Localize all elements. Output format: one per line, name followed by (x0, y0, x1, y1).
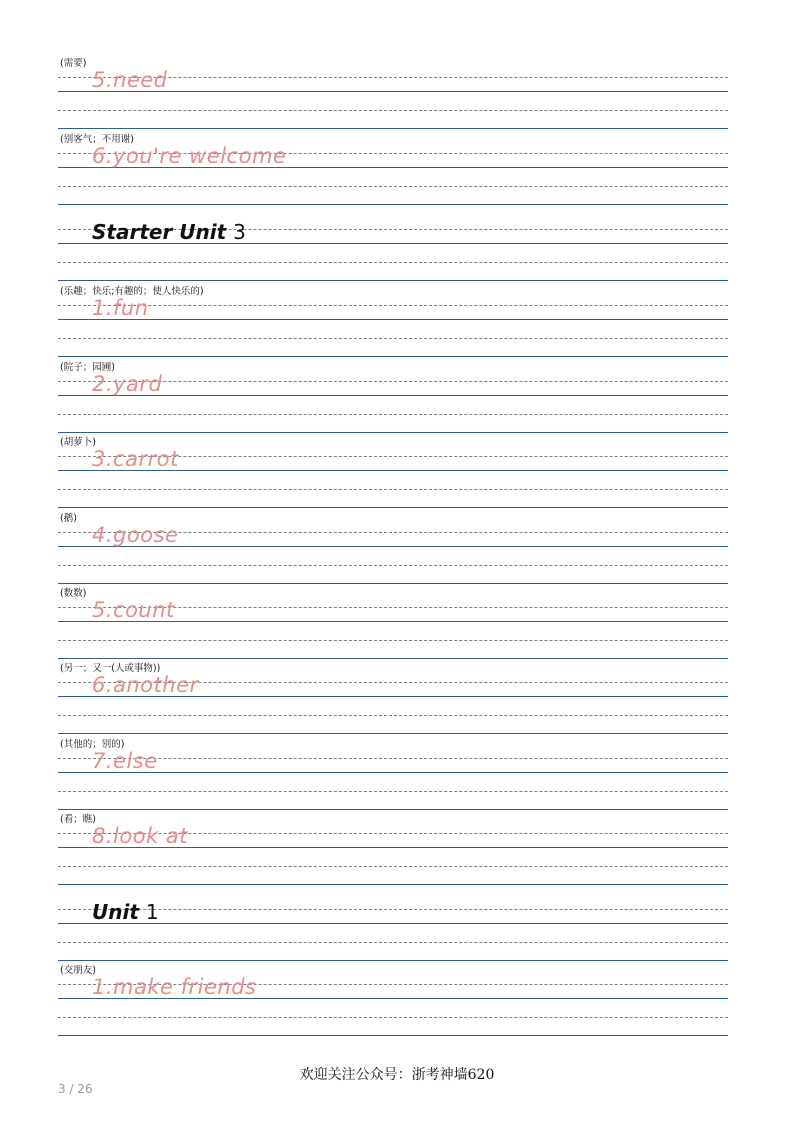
guide-solid-line (58, 809, 728, 810)
chinese-gloss: (胡萝卜) (60, 437, 96, 448)
vocab-entry (58, 965, 728, 1041)
unit-heading-text: Unit (92, 900, 146, 924)
trace-word: 4.goose (92, 523, 179, 547)
vocab-entry (58, 513, 728, 589)
guide-solid-line (58, 884, 728, 885)
unit-heading-block (58, 210, 728, 286)
vocab-entry (58, 663, 728, 739)
guide-solid-line (58, 507, 728, 508)
chinese-gloss: (别客气；不用谢) (60, 134, 134, 145)
trace-word: 8.look at (92, 824, 189, 848)
guide-solid-line (58, 319, 728, 320)
chinese-gloss: (数数) (60, 588, 87, 599)
unit-heading-text: Starter Unit (92, 220, 234, 244)
guide-dashed-line (58, 715, 728, 716)
guide-solid-line (58, 960, 728, 961)
guide-dashed-line (58, 942, 728, 943)
guide-dashed-line (58, 640, 728, 641)
unit-heading-block (58, 890, 728, 966)
chinese-gloss: (交朋友) (60, 965, 96, 976)
guide-solid-line (58, 772, 728, 773)
unit-heading-number: 1 (145, 900, 159, 924)
chinese-gloss: (需要) (60, 58, 87, 69)
unit-heading (92, 900, 159, 924)
trace-word: 3.carrot (92, 447, 179, 471)
vocab-entry (58, 362, 728, 438)
guide-dashed-line (58, 866, 728, 867)
trace-word: 6.another (92, 673, 199, 697)
guide-dashed-line (58, 791, 728, 792)
guide-dashed-line (58, 305, 728, 306)
guide-solid-line (58, 583, 728, 584)
guide-dashed-line (58, 262, 728, 263)
guide-solid-line (58, 128, 728, 129)
guide-dashed-line (58, 565, 728, 566)
chinese-gloss: (看；瞧) (60, 814, 96, 825)
guide-dashed-line (58, 758, 728, 759)
guide-solid-line (58, 356, 728, 357)
guide-solid-line (58, 204, 728, 205)
chinese-gloss: (另一；又一(人或事物)) (60, 663, 161, 674)
vocab-entry (58, 814, 728, 890)
guide-dashed-line (58, 110, 728, 111)
guide-dashed-line (58, 1017, 728, 1018)
guide-dashed-line (58, 186, 728, 187)
trace-word: 5.need (92, 68, 168, 92)
guide-dashed-line (58, 338, 728, 339)
guide-solid-line (58, 280, 728, 281)
chinese-gloss: (其他的；别的) (60, 739, 125, 750)
guide-solid-line (58, 432, 728, 433)
chinese-gloss: (乐趣；快乐;有趣的；使人快乐的) (60, 286, 204, 297)
vocab-entry (58, 437, 728, 513)
trace-word: 6.you're welcome (92, 144, 287, 168)
guide-dashed-line (58, 414, 728, 415)
page-number: 3 / 26 (58, 1082, 93, 1096)
vocab-entry (58, 58, 728, 134)
guide-solid-line (58, 1035, 728, 1036)
guide-dashed-line (58, 489, 728, 490)
vocab-entry (58, 739, 728, 815)
vocab-entry (58, 588, 728, 664)
footer-text: 欢迎关注公众号：浙考神墙620 (299, 1067, 495, 1083)
unit-heading-number: 3 (233, 220, 246, 244)
trace-word: 1.make friends (92, 975, 257, 999)
trace-word: 2.yard (92, 372, 163, 396)
trace-word: 7.else (92, 749, 158, 773)
chinese-gloss: (鹅) (60, 513, 77, 524)
trace-word: 1.fun (92, 296, 149, 320)
vocab-entry (58, 134, 728, 210)
guide-solid-line (58, 658, 728, 659)
unit-heading (92, 220, 246, 244)
chinese-gloss: (院子；园圃) (60, 362, 115, 373)
vocab-entry (58, 286, 728, 362)
trace-word: 5.count (92, 598, 175, 622)
guide-solid-line (58, 733, 728, 734)
